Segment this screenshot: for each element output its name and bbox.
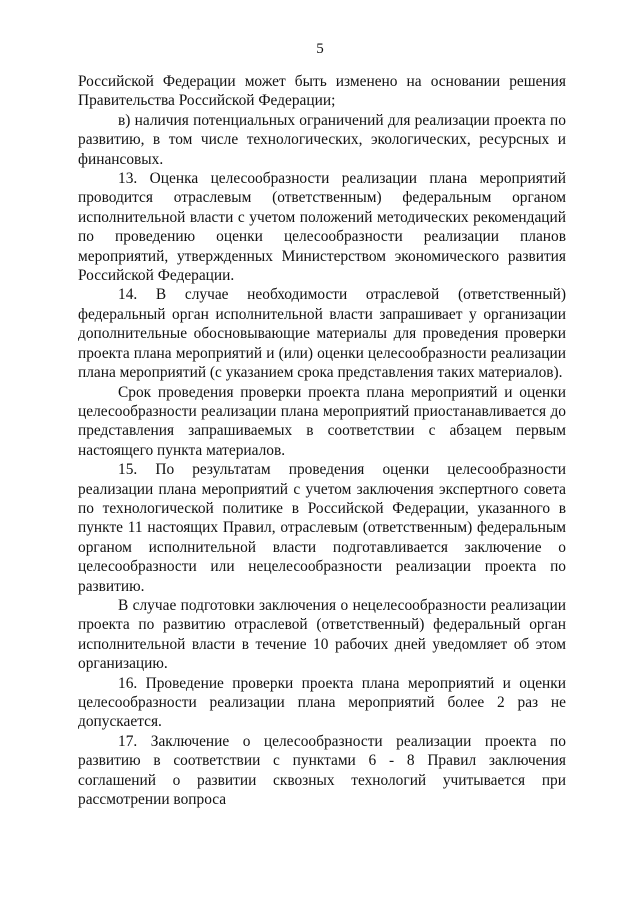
paragraph-item-17: 17. Заключение о целесообразности реализации проекта по развитию в соответствии с пунктами 6 - 8 Правил заключения соглашений о развитии сквозных технологий учитывается при рассмотрении вопроса — [78, 732, 566, 809]
paragraph-subitem-v: в) наличия потенциальных ограничений для реализации проекта по развитию, в том числе технологических, экологических, ресурсных и финансовых. — [78, 111, 566, 168]
paragraph-item-13: 13. Оценка целесообразности реализации плана мероприятий проводится отраслевым (ответственным) федеральным органом исполнительной власти с учетом положений методических рекомендаций по проведению оценки целесообразности реализации планов мероприятий, утвержденных Министерством экономического развития Российской Федерации. — [78, 170, 566, 285]
paragraph-item-15: 15. По результатам проведения оценки целесообразности реализации плана мероприятий с учетом заключения экспертного совета по технологической политике в Российской Федерации, указанного в пункте 11 настоящих Правил, отраслевым (ответственным) федеральным органом исполнительной власти подготавливается заключение о целесообразности или нецелесообразности реализации проекта по развитию. — [78, 461, 566, 595]
paragraph-item-16: 16. Проведение проверки проекта плана мероприятий и оценки целесообразности реализации плана мероприятий более 2 раз не допускается. — [78, 674, 566, 731]
paragraph-item-14-term: Срок проведения проверки проекта плана мероприятий и оценки целесообразности реализации плана мероприятий приостанавливается до представления запрашиваемых в соответствии с абзацем первым настоящего пункта материалов. — [78, 383, 566, 459]
document-body — [78, 72, 566, 809]
page-number: 5 — [316, 41, 324, 57]
paragraph-continuation: Российской Федерации может быть изменено на основании решения Правительства Российской Федерации; — [78, 73, 566, 110]
paragraph-item-14: 14. В случае необходимости отраслевой (ответственный) федеральный орган исполнительной власти запрашивает у организации дополнительные обосновывающие материалы для проведения проверки проекта плана мероприятий и (или) оценки целесообразности реализации плана мероприятий (с указанием срока представления таких материалов). — [78, 286, 566, 382]
paragraph-item-15-notice: В случае подготовки заключения о нецелесообразности реализации проекта по развитию отраслевой (ответственный) федеральный орган исполнительной власти в течение 10 рабочих дней уведомляет об этом организацию. — [78, 596, 566, 673]
